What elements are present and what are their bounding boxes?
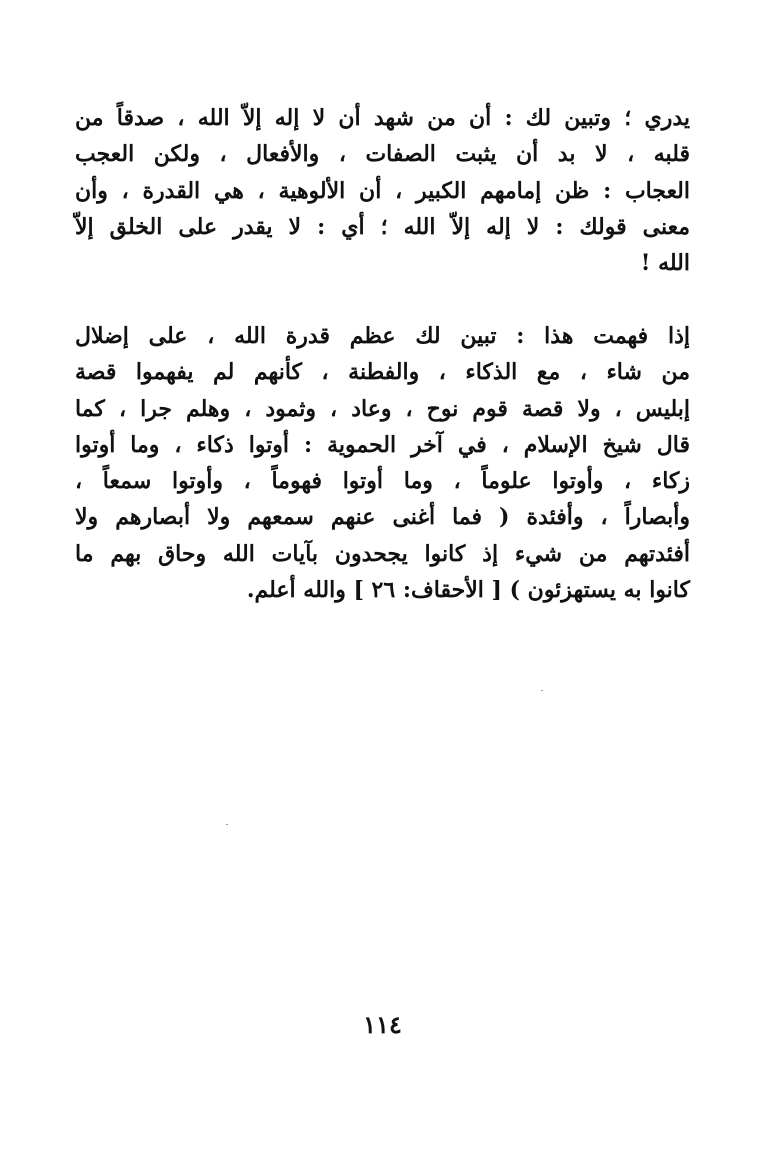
paragraph-line: زكاء ، وأوتوا علوماً ، وما أوتوا فهوماً ، وأوتوا سمعاً ،	[75, 468, 690, 495]
paragraph-line: وأبصاراً ، وأفئدة ( فما أغنى عنهم سمعهم ولا أبصارهم ولا	[75, 504, 690, 531]
paragraph-1	[75, 100, 690, 281]
scan-speck	[541, 690, 543, 691]
paragraph-line: يدري ؛ وتبين لك : أن من شهد أن لا إله إلاّ الله ، صدقاً من	[75, 105, 690, 131]
page-number: ١١٤	[363, 1010, 402, 1039]
scan-speck	[226, 824, 228, 825]
paragraph-line: قال شيخ الإسلام ، في آخر الحموية : أوتوا ذكاء ، وما أوتوا	[75, 431, 690, 458]
paragraph-line: العجاب : ظن إمامهم الكبير ، أن الألوهية ، هي القدرة ، وأن	[75, 177, 690, 204]
paragraph-line: إبليس ، ولا قصة قوم نوح ، وعاد ، وثمود ، وهلم جرا ، كما	[75, 395, 690, 422]
paragraph-line: من شاء ، مع الذكاء ، والفطنة ، كأنهم لم يفهموا قصة	[75, 359, 690, 386]
paragraph-line: أفئدتهم من شيء إذ كانوا يجحدون بآيات الله وحاق بهم ما	[75, 540, 690, 567]
paragraph-2	[75, 318, 690, 608]
paragraph-line: كانوا به يستهزئون ) [ الأحقاف: ٢٦ ] والله أعلم.	[246, 577, 690, 604]
paragraph-line: قلبه ، لا بد أن يثبت الصفات ، والأفعال ، ولكن العجب	[75, 141, 690, 168]
paragraph-line: الله !	[640, 250, 690, 277]
paragraph-line: إذا فهمت هذا : تبين لك عظم قدرة الله ، على إضلال	[75, 323, 690, 349]
paragraph-line: معنى قولك : لا إله إلاّ الله ؛ أي : لا يقدر على الخلق إلاّ	[75, 213, 690, 240]
